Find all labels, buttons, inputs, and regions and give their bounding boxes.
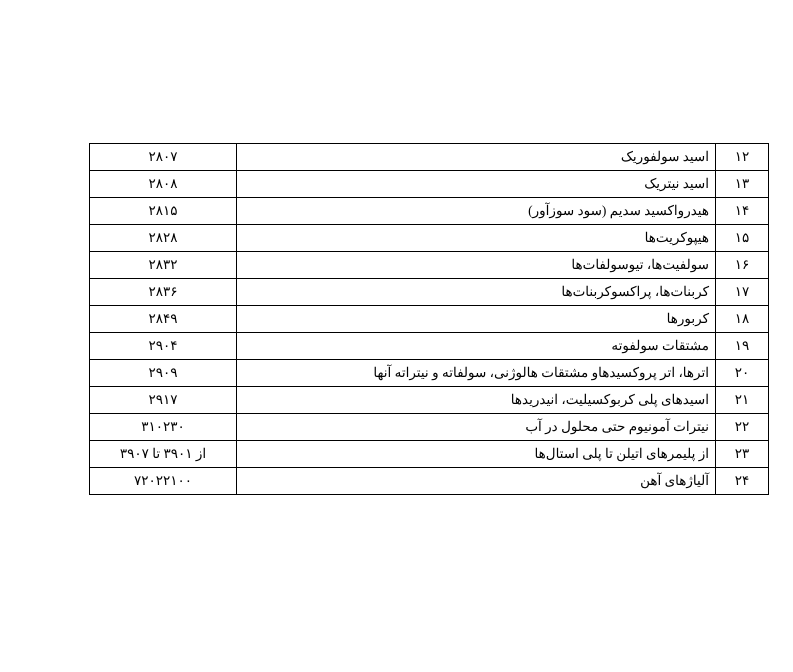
row-description: اسید سولفوریک bbox=[237, 144, 716, 171]
row-number: ۱۲ bbox=[716, 144, 769, 171]
table-row bbox=[90, 333, 769, 360]
row-description: اسیدهای پلی کربوکسیلیت، انیدریدها bbox=[237, 387, 716, 414]
row-number: ۱۸ bbox=[716, 306, 769, 333]
row-description: هیپوکریت‌ها bbox=[237, 225, 716, 252]
row-code: ۲۹۱۷ bbox=[90, 387, 237, 414]
row-description: نیترات آمونیوم حتی محلول در آب bbox=[237, 414, 716, 441]
table-row bbox=[90, 198, 769, 225]
table-row bbox=[90, 306, 769, 333]
table-row bbox=[90, 468, 769, 495]
table-body bbox=[90, 144, 769, 495]
row-code: ۷۲۰۲۲۱۰۰ bbox=[90, 468, 237, 495]
row-number: ۲۲ bbox=[716, 414, 769, 441]
row-description: اترها، اتر پروکسیدهاو مشتقات هالوژنی، سولفاته و نیتراته آنها bbox=[237, 360, 716, 387]
row-code: ۲۹۰۴ bbox=[90, 333, 237, 360]
row-code: ۲۸۰۷ bbox=[90, 144, 237, 171]
table-row bbox=[90, 144, 769, 171]
row-code: ۲۸۳۶ bbox=[90, 279, 237, 306]
table-row bbox=[90, 441, 769, 468]
table-row bbox=[90, 252, 769, 279]
row-description: کربنات‌ها، پراکسوکربنات‌ها bbox=[237, 279, 716, 306]
row-code: ۲۸۳۲ bbox=[90, 252, 237, 279]
row-description: اسید نیتریک bbox=[237, 171, 716, 198]
row-code: ۲۸۴۹ bbox=[90, 306, 237, 333]
row-number: ۱۷ bbox=[716, 279, 769, 306]
table-row bbox=[90, 387, 769, 414]
materials-table bbox=[89, 143, 769, 495]
row-number: ۱۴ bbox=[716, 198, 769, 225]
row-number: ۱۳ bbox=[716, 171, 769, 198]
row-code: ۲۸۲۸ bbox=[90, 225, 237, 252]
table-row bbox=[90, 171, 769, 198]
row-number: ۲۱ bbox=[716, 387, 769, 414]
row-code: ۲۸۰۸ bbox=[90, 171, 237, 198]
table-row bbox=[90, 225, 769, 252]
row-description: کربورها bbox=[237, 306, 716, 333]
table-row bbox=[90, 414, 769, 441]
row-description: مشتقات سولفوته bbox=[237, 333, 716, 360]
row-number: ۱۵ bbox=[716, 225, 769, 252]
row-code: ۲۸۱۵ bbox=[90, 198, 237, 225]
row-number: ۲۳ bbox=[716, 441, 769, 468]
row-description: هیدرواکسید سدیم (سود سوزآور) bbox=[237, 198, 716, 225]
row-description: از پلیمرهای اتیلن تا پلی استال‌ها bbox=[237, 441, 716, 468]
row-description: آلیاژهای آهن bbox=[237, 468, 716, 495]
table-row bbox=[90, 279, 769, 306]
row-number: ۲۴ bbox=[716, 468, 769, 495]
row-code: ۲۹۰۹ bbox=[90, 360, 237, 387]
row-description: سولفیت‌ها، تیوسولفات‌ها bbox=[237, 252, 716, 279]
row-number: ۲۰ bbox=[716, 360, 769, 387]
row-number: ۱۶ bbox=[716, 252, 769, 279]
table-row bbox=[90, 360, 769, 387]
row-code: از ۳۹۰۱ تا ۳۹۰۷ bbox=[90, 441, 237, 468]
row-number: ۱۹ bbox=[716, 333, 769, 360]
row-code: ۳۱۰۲۳۰ bbox=[90, 414, 237, 441]
